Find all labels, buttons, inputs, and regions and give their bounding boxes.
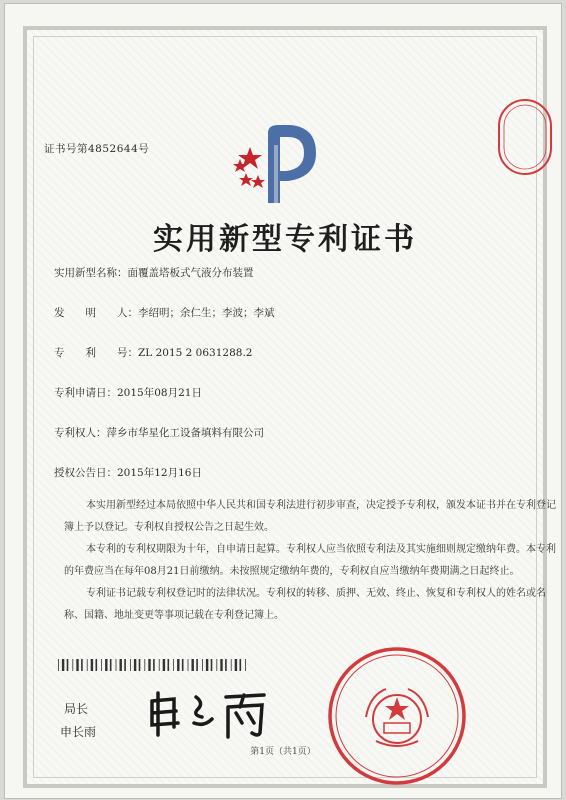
official-seal-icon [326,645,468,787]
field-value: 2015年08月21日 [117,387,202,399]
field-value: 李绍明；余仁生；李波；李斌 [138,307,275,319]
field-value: ZL 2015 2 0631288.2 [138,347,253,359]
field-application-date [54,385,202,400]
field-value: 2015年12月16日 [117,467,202,479]
certificate-border [23,26,556,788]
field-grant-date [54,465,202,480]
field-label: 专利权人： [54,427,107,439]
field-label: 专利申请日： [54,387,117,399]
signature-icon [144,683,294,743]
agency-stamp-icon [496,97,554,177]
field-inventors [54,305,275,320]
certificate-body [64,495,564,627]
certificate-title: 实用新型专利证书 [153,222,417,257]
director-name: 申长雨 [60,725,97,739]
page-number: 第1页（共1页） [250,747,316,757]
field-label: 专 利 号： [54,347,138,359]
body-paragraph: 专利证书记载专利权登记时的法律状况。专利权的转移、质押、无效、终止、恢复和专利权人的姓名或名称、国籍、地址变更等事项记载在专利登记簿上。 [64,588,546,621]
field-label: 授权公告日： [54,467,117,479]
field-label: 实用新型名称： [54,267,128,279]
certificate-number: 证书号第4852644号 [44,143,150,155]
certificate-paper [4,3,562,799]
director-title: 局长 [64,702,89,716]
field-value: 面覆盖塔板式气液分布装置 [127,267,254,279]
barcode-icon [58,659,248,671]
certificate-inner-border [33,36,556,778]
body-paragraph: 本实用新型经过本局依照中华人民共和国专利法进行初步审查，决定授予专利权，颁发本证书并在专利登记簿上予以登记。专利权自授权公告之日起生效。 [64,500,556,533]
field-label: 发 明 人： [54,307,138,319]
field-patentee [54,425,264,440]
field-name [54,265,254,280]
field-value: 萍乡市华星化工设备填料有限公司 [106,427,264,439]
patent-office-logo-icon [224,115,324,211]
field-patent-number [54,345,252,360]
body-paragraph: 本专利的专利权期限为十年，自申请日起算。专利权人应当依照专利法及其实施细则规定缴纳年费。本专利的年费应当在每年08月21日前缴纳。未按照规定缴纳年费的，专利权自应当缴纳年费期满之日起终止。 [64,544,556,577]
